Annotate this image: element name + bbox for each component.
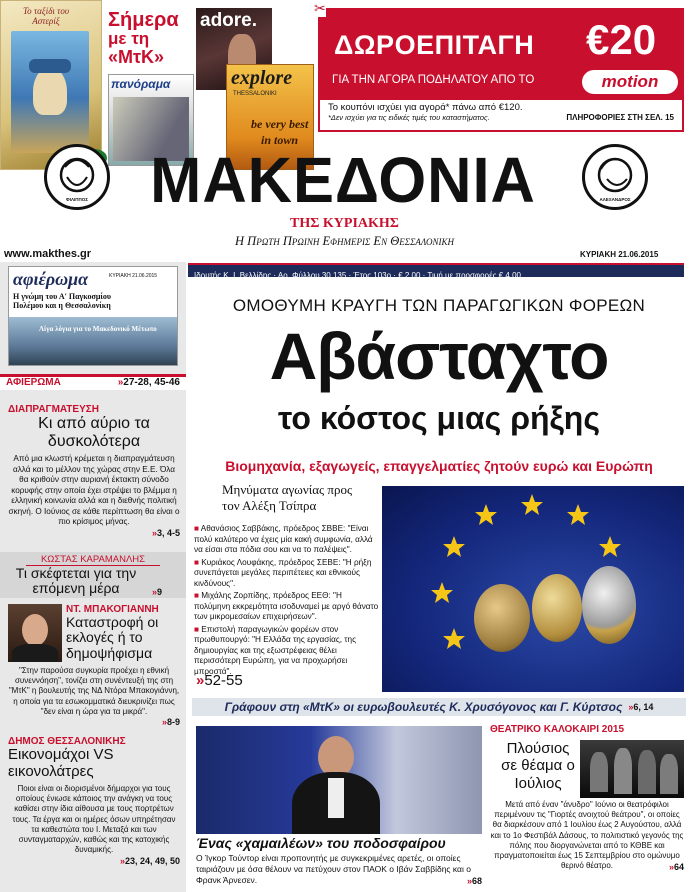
football-story[interactable] [196, 836, 482, 886]
karamanlis-head: Τι σκέφτεται για την επόμενη μέρα [15, 565, 137, 597]
karamanlis-story[interactable] [0, 552, 186, 598]
main-bullets [194, 524, 380, 677]
today-line2: με τη [108, 29, 150, 48]
theater-head: Πλούσιος σε θέαμα ο Ιούλιος [501, 740, 575, 792]
today-with-mtk [108, 10, 186, 67]
negotiation-body: Από μια κλωστή κρέμεται η διαπραγμάτευση αλλά και το μέλλον της χώρας στην Ε.Ε. Όλα θα κριθούν στην αυριανή έκτακτη σύνοδο κορυφής στην οποία έχει στρέψει το βλέμμα η ελληνική κοινωνία αλλά και η διεθνής πολιτική σκηνή. Ο Ιούνιος σε κάθε περίπτωση θα είναι ο πιο κρίσιμος μήνας. [8, 454, 180, 527]
afieroma-label: ΑΦΙΕΡΩΜΑ [6, 377, 61, 388]
masthead-title: ΜΑΚΕΔΟΝΙΑ [150, 144, 536, 216]
today-line3: «ΜτΚ» [108, 46, 165, 67]
euro-mps-banner[interactable] [192, 698, 686, 716]
main-bullet-1: ■ Αθανάσιος Σαββάκης, πρόεδρος ΣΒΒΕ: "Είναι πολύ καλύτερο να έχεις μία κακή συμφωνία, αλλά να είσαι στα πόδια σου και να το παλέψεις". [194, 524, 373, 554]
coin-3 [582, 566, 636, 644]
today-line1: Σήμερα [108, 9, 179, 31]
bakoyanni-story[interactable] [66, 604, 182, 661]
football-head: Ένας «χαμαιλέων» του ποδοσφαίρου [196, 835, 446, 851]
voucher-notes [320, 100, 682, 130]
motion-brand: motion [601, 72, 659, 91]
coin-right-label: ΑΛΕΞΑΝΔΡΟΣ [599, 197, 631, 202]
main-pages[interactable] [196, 672, 243, 689]
dvd-cover-art [11, 31, 89, 153]
theater-story[interactable] [490, 724, 686, 735]
bullet-square-icon: ■ [194, 591, 202, 600]
football-body: Ο Ίγκορ Τούντορ είναι προπονητής με συγκεκριμένες αρετές, οι οποίες ταιριάζουν με όσα θέλουν να πετύχουν στον ΠΑΟΚ ο Ιβάν Σαββίδης και ο Φρανκ Άρνεσεν. [196, 853, 471, 886]
voucher-title: ΔΩΡΟΕΠΙΤΑΓΗ [334, 30, 535, 60]
football-photo [196, 726, 482, 834]
bakoyanni-photo [8, 604, 62, 662]
issue-info: Ιδρυτής Κ. Ι. Βελλίδης · Αρ. Φύλλου 30.135 · Έτος 103ο · € 2.00 · Τιμή με προσφορές € 4.00 [194, 271, 521, 280]
issue-info-bar [188, 263, 684, 280]
afieroma-thumb-date: ΚΥΡΙΑΚΗ 21.06.2015 [109, 273, 158, 279]
bakoyanni-kicker: ΝΤ. ΜΠΑΚΟΓΙΑΝΝΗ [66, 604, 159, 615]
coin-2 [532, 574, 582, 642]
explore-tag1: be very best [251, 117, 309, 131]
negotiation-story[interactable] [8, 404, 180, 538]
page-arrow-icon: » [119, 855, 125, 866]
main-subhead: Βιομηχανία, εξαγωγείς, επαγγελματίες ζητούν ευρώ και Ευρώπη [225, 458, 653, 474]
bakoyanni-body: "Στην παρούσα συγκυρία προέχει η εθνική συνεννόηση", τονίζει στη συνέντευξή της στη "ΜτΚ" η βουλευτής της ΝΔ Ντόρα Μπακογιάννη, η οποία για τα εσωκομματικά διευκρινίζει πως "δεν είναι η ώρα για τα μικρά". [8, 666, 180, 716]
municipality-pages: 23, 24, 49, 50 [124, 855, 180, 866]
afieroma-thumb-head: Η γνώμη του Α' Παγκοσμίου Πολέμου και η Θεσσαλονίκη [13, 292, 112, 310]
adore-logo: adore. [200, 10, 258, 31]
main-bullet-2: ■ Κυριάκος Λουφάκης, πρόεδρος ΣΕΒΕ: "Η ρήξη συνεπάγεται μεγάλες περιπέτειες και εθνικούς κινδύνους". [194, 557, 372, 588]
municipality-kicker: ΔΗΜΟΣ ΘΕΣΣΑΛΟΝΙΚΗΣ [8, 736, 126, 747]
voucher-note1: Το κουπόνι ισχύει για αγορά* πάνω από €120. [328, 102, 523, 113]
banner-pages: 6, 14 [633, 702, 654, 712]
page-arrow-icon: » [152, 586, 158, 597]
panorama-logo: πανόραμα [111, 77, 171, 91]
voucher-info: ΠΛΗΡΟΦΟΡΙΕΣ ΣΤΗ ΣΕΛ. 15 [566, 113, 674, 122]
page-arrow-icon: » [117, 377, 124, 388]
euro-coins-photo [382, 486, 684, 692]
coin-1 [474, 584, 530, 652]
main-bullet-3: ■ Μιχάλης Ζορπίδης, πρόεδρος ΕΕΘ: "Η πολύμηνη εκκρεμότητα ισοδυναμεί με αργό θάνατο των μικρομεσαίων επιχειρήσεων". [194, 591, 379, 621]
bakoyanni-pages: 8-9 [166, 717, 180, 728]
eu-stars-icon [382, 486, 684, 692]
bakoyanni-body-block [8, 666, 180, 727]
afieroma-thumbnail[interactable] [8, 266, 178, 366]
negotiation-kicker: ΔΙΑΠΡΑΓΜΑΤΕΥΣΗ [8, 404, 99, 415]
theater-pages: 64 [673, 861, 684, 872]
dvd-title: Το ταξίδι του Αστερίξ [22, 6, 70, 26]
main-pages-value: 52-55 [204, 672, 243, 689]
page-arrow-icon: » [628, 702, 634, 712]
coin-left-logo [44, 144, 110, 210]
afieroma-thumb-title: αφιέρωμα [13, 269, 89, 289]
voucher-note2: *Δεν ισχύει για τις ειδικές τιμές του καταστήματος. [328, 113, 490, 122]
site-url[interactable]: www.makthes.gr [4, 248, 92, 260]
football-pages: 68 [471, 876, 482, 887]
afieroma-pages: 27-28, 45-46 [123, 377, 180, 388]
municipality-head: Εικονομάχοι VS εικονολάτρες [8, 746, 114, 780]
page-arrow-icon: » [668, 861, 674, 872]
karamanlis-pages: 9 [157, 586, 163, 597]
voucher-subtitle: ΓΙΑ ΤΗΝ ΑΓΟΡΑ ΠΟΔΗΛΑΤΟΥ ΑΠΟ ΤΟ [332, 74, 535, 86]
motion-logo [582, 70, 678, 94]
karamanlis-kicker: ΚΩΣΤΑΣ ΚΑΡΑΜΑΝΛΗΣ [26, 554, 160, 566]
masthead-tagline: Η Πρωτη Πρωινη Εφημερις Εν Θεσσαλονικη [235, 234, 454, 248]
main-lede: Μηνύματα αγωνίας προς τον Αλέξη Τσίπρα [222, 482, 353, 513]
page-arrow-icon: » [161, 717, 167, 728]
masthead-sub: ΤΗΣ ΚΥΡΙΑΚΗΣ [290, 216, 399, 231]
municipality-story[interactable] [8, 736, 180, 866]
negotiation-head: Κι από αύριο τα δυσκολότερα [38, 415, 150, 450]
banner-text: Γράφουν στη «ΜτΚ» οι ευρωβουλευτές Κ. Χρυσόγονος και Γ. Κύρτσος [224, 700, 623, 714]
bakoyanni-head: Καταστροφή οι εκλογές ή το δημοψήφισμα [66, 614, 159, 661]
theater-body: Μετά από έναν "άνυδρο" Ιούνιο οι θεατρόφιλοι περιμένουν τις "Γιορτές ανοιχτού θεάτρου", οι οποίες θα διαρκέσουν από 1 Ιουλίου έως 2 Αυγούστου, αλλά και το 1ο Φεστιβάλ Δάσους, το πολιτιστικό γεγονός της πόλης που διοργανώνεται από το ΚΘΒΕ και πραγματοποιείται έως 15 Σεπτεμβρίου στο ομώνυμο θερινό θέατρο. [490, 800, 684, 871]
page-arrow-icon: » [151, 527, 157, 538]
explore-logo: explore [231, 67, 293, 89]
theater-kicker: ΘΕΑΤΡΙΚΟ ΚΑΛΟΚΑΙΡΙ 2015 [490, 724, 625, 735]
explore-tag2: in town [261, 133, 299, 147]
gift-voucher[interactable] [314, 0, 684, 132]
coin-right-logo [582, 144, 648, 210]
afieroma-strip[interactable] [0, 374, 186, 390]
page-arrow-icon: » [196, 672, 205, 689]
main-bullet-4: ■ Επιστολή παραγωγικών φορέων στον πρωθυπουργό: "Η Ελλάδα της εργασίας, της δημιουργίας και της εξωστρέφειας θέλει περισσότερη Ευρώπη, για να προχωρήσει μπροστά". [194, 624, 357, 676]
voucher-amount: €20 [586, 16, 657, 63]
issue-date: ΚΥΡΙΑΚΗ 21.06.2015 [580, 250, 659, 259]
bullet-square-icon: ■ [194, 524, 201, 533]
main-kicker: ΟΜΟΘΥΜΗ ΚΡΑΥΓΗ ΤΩΝ ΠΑΡΑΓΩΓΙΚΩΝ ΦΟΡΕΩΝ [232, 296, 646, 315]
theater-photo [580, 740, 684, 798]
coin-left-label: ΦΙΛΙΠΠΟΣ [66, 197, 88, 202]
main-headline-2: το κόστος μιας ρήξης [278, 400, 600, 436]
page-arrow-icon: » [466, 876, 472, 887]
bullet-square-icon: ■ [194, 557, 202, 567]
municipality-body: Ποιοι είναι οι διορισμένοι δήμαρχοι για τους οποίους ένιωσε κάποιος την ανάγκη να τους καθίσει στην ίδια αίθουσα με τους πορτρέτων τους. Τα έργα και οι ημέρες όσων υπηρέτησαν τα καθεστώτα του Ι. Μεταξά και των συνταγματαρχών, καθώς και της κατοχικής δυναμικής. [12, 784, 176, 855]
scissors-icon: ✂ [314, 0, 326, 16]
afieroma-thumb-sub: Λίγα λόγια για το Μακεδονικό Μέτωπο [39, 325, 157, 333]
main-headline: Αβάσταχτο [269, 319, 609, 393]
explore-sub: THESSALONIKI [233, 91, 277, 97]
negotiation-pages: 3, 4-5 [156, 527, 180, 538]
bullet-square-icon: ■ [194, 624, 202, 634]
theater-body-block [490, 800, 684, 872]
